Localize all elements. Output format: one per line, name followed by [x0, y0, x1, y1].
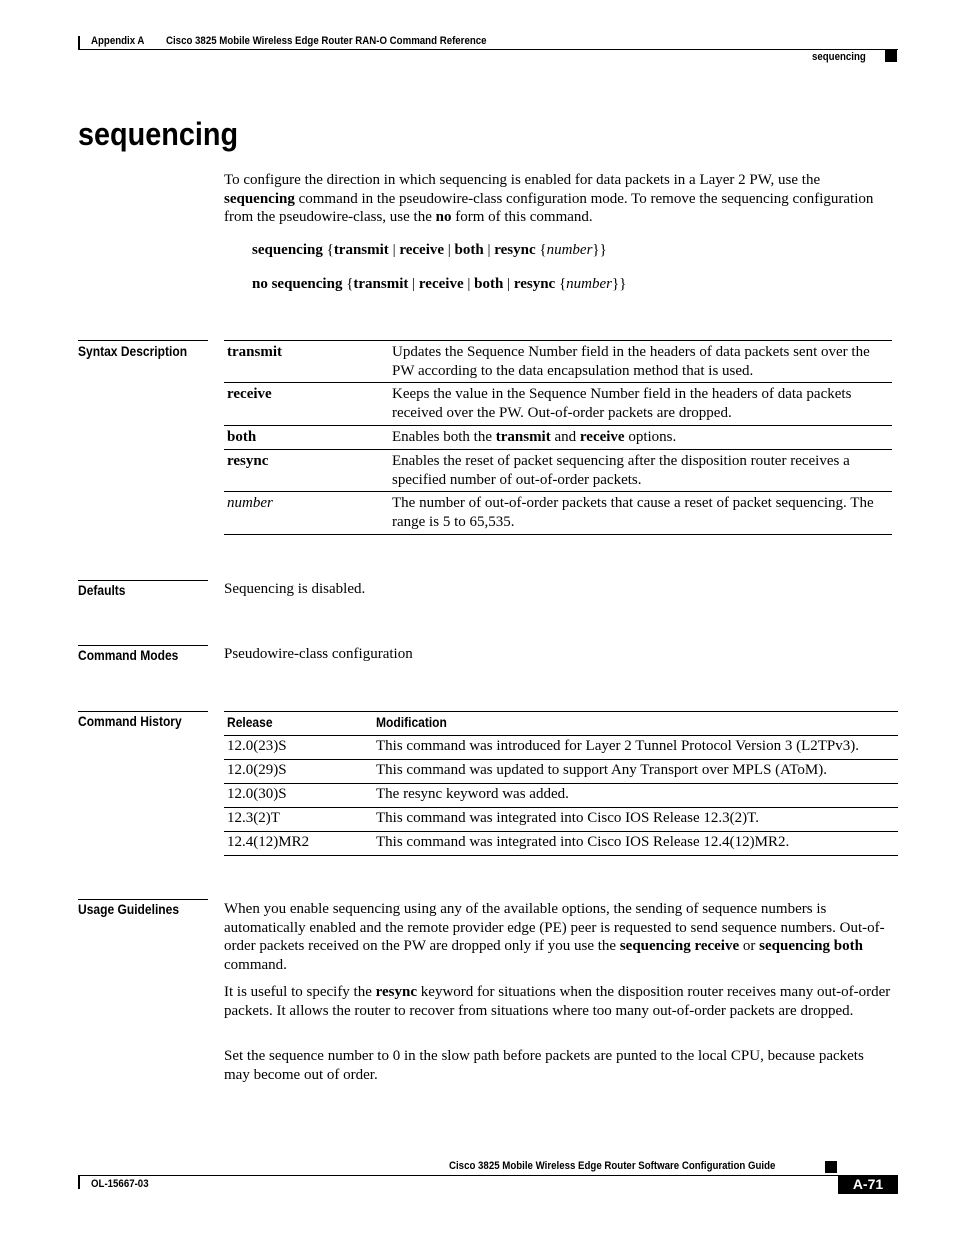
syntax-sep: |	[507, 276, 511, 292]
syntax-line-2	[252, 276, 626, 293]
footer-page-number: A-71	[838, 1175, 898, 1194]
header-section: sequencing	[812, 51, 866, 63]
syntax-desc: options.	[624, 429, 677, 445]
table-row	[224, 808, 898, 832]
syntax-brace: {	[558, 276, 567, 292]
syntax-description-table	[224, 340, 892, 535]
modification-cell: This command was updated to support Any Transport over MPLS (AToM).	[376, 762, 828, 778]
syntax-kw-transmit: transmit	[353, 276, 409, 292]
usage-keyword: sequencing receive	[619, 938, 740, 954]
command-modes-label: Command Modes	[78, 647, 179, 663]
modification-cell: This command was integrated into Cisco IOS Release 12.4(12)MR2.	[376, 834, 790, 850]
section-rule	[78, 580, 208, 581]
usage-text: command.	[224, 956, 287, 973]
header-black-block	[885, 50, 897, 62]
syntax-brace: {	[326, 242, 334, 258]
intro-keyword-sequencing: sequencing	[224, 190, 295, 207]
table-row	[224, 492, 892, 535]
syntax-desc: and	[550, 429, 580, 445]
table-row	[224, 832, 898, 856]
syntax-desc-keyword: transmit	[495, 429, 551, 445]
intro-paragraph	[224, 171, 894, 227]
usage-text: or	[739, 938, 760, 954]
syntax-term: resync	[227, 453, 269, 469]
table-row	[224, 341, 892, 383]
usage-guidelines-label: Usage Guidelines	[78, 901, 180, 917]
page-title: sequencing	[78, 116, 239, 152]
usage-paragraph-2	[224, 983, 896, 1020]
syntax-brace: {	[539, 242, 547, 258]
intro-text-2: command in the pseudowire-class configuration mode. To remove the sequencing configuration from the pseudowire-class, use the	[224, 190, 874, 225]
table-header-row	[224, 712, 898, 736]
usage-keyword: resync	[375, 984, 418, 1000]
intro-keyword-no: no	[435, 209, 452, 225]
release-cell: 12.4(12)MR2	[227, 834, 310, 850]
syntax-sep: |	[467, 276, 471, 292]
table-row	[224, 383, 892, 426]
header-left-bar	[78, 36, 80, 49]
header-title: Cisco 3825 Mobile Wireless Edge Router RAN-O Command Reference	[166, 35, 487, 47]
syntax-kw-sequencing: sequencing	[252, 242, 323, 258]
syntax-kw-transmit: transmit	[333, 242, 389, 258]
syntax-sep: |	[412, 276, 416, 292]
syntax-line-1	[252, 242, 607, 259]
table-row	[224, 426, 892, 450]
table-row	[224, 784, 898, 808]
syntax-kw-receive: receive	[418, 276, 464, 292]
syntax-kw-receive: receive	[399, 242, 445, 258]
syntax-arg-number: number	[566, 276, 612, 292]
modification-cell: The resync keyword was added.	[376, 786, 569, 802]
usage-text: When you enable sequencing using any of the available options, the sending of sequence numbers is automatically enabled and the remote provider edge (PE) peer is requested to send sequence numbers. Out-of-order packets received on the PW are dropped only if you use the	[224, 901, 885, 954]
table-row	[224, 450, 892, 492]
column-header-modification: Modification	[376, 714, 447, 730]
syntax-desc: Enables the reset of packet sequencing after the disposition router receives a specified number of out-of-order packets.	[392, 453, 850, 488]
syntax-arg-number: number	[546, 242, 593, 258]
footer-guide-title: Cisco 3825 Mobile Wireless Edge Router Software Configuration Guide	[449, 1160, 776, 1172]
table-row	[224, 760, 898, 784]
defaults-label: Defaults	[78, 582, 126, 598]
release-cell: 12.0(30)S	[227, 786, 287, 802]
syntax-kw-resync: resync	[513, 276, 556, 292]
usage-paragraph-1	[224, 900, 896, 974]
intro-text-3: form of this command.	[451, 209, 593, 225]
intro-text-1: To configure the direction in which sequencing is enabled for data packets in a Layer 2 PW, use the	[224, 172, 821, 188]
syntax-term: number	[227, 495, 273, 511]
release-cell: 12.3(2)T	[227, 810, 280, 826]
command-modes-text: Pseudowire-class configuration	[224, 646, 413, 662]
usage-keyword: sequencing both	[759, 938, 863, 954]
column-header-release: Release	[227, 714, 273, 730]
syntax-brace: {	[346, 276, 354, 292]
syntax-brace: }}	[592, 242, 607, 258]
syntax-description-label: Syntax Description	[78, 343, 188, 359]
footer-doc-number: OL-15667-03	[91, 1178, 149, 1190]
syntax-kw-resync: resync	[494, 242, 536, 258]
syntax-desc: The number of out-of-order packets that cause a reset of packet sequencing. The range is 5 to 65,535.	[392, 495, 874, 530]
syntax-desc: Enables both the	[392, 429, 496, 445]
command-history-table	[224, 711, 898, 856]
syntax-term: transmit	[227, 344, 282, 360]
syntax-desc: Updates the Sequence Number field in the headers of data packets sent over the PW according to the data encapsulation method that is used.	[392, 344, 870, 379]
syntax-brace: }}	[612, 276, 627, 292]
usage-text: keyword for situations when the disposition router receives many out-of-order packets. It allows the router to recover from situations where too many out-of-order packets are dropped.	[224, 984, 891, 1019]
syntax-kw-no-sequencing: no sequencing	[252, 276, 343, 292]
section-rule	[78, 711, 208, 712]
usage-paragraph-3: Set the sequence number to 0 in the slow path before packets are punted to the local CPU, because packets may become out of order.	[224, 1048, 864, 1083]
syntax-sep: |	[392, 242, 396, 258]
modification-cell: This command was introduced for Layer 2 Tunnel Protocol Version 3 (L2TPv3).	[376, 738, 859, 754]
header-rule	[78, 49, 898, 50]
syntax-term: receive	[227, 386, 272, 402]
header-appendix: Appendix A	[91, 35, 145, 47]
table-row	[224, 736, 898, 760]
release-cell: 12.0(29)S	[227, 762, 287, 778]
section-rule	[78, 899, 208, 900]
usage-text: It is useful to specify the	[224, 984, 376, 1000]
footer-rule	[78, 1175, 898, 1176]
syntax-term: both	[227, 429, 257, 445]
syntax-sep: |	[447, 242, 451, 258]
defaults-text: Sequencing is disabled.	[224, 581, 366, 597]
release-cell: 12.0(23)S	[227, 738, 287, 754]
syntax-sep: |	[487, 242, 491, 258]
modification-cell: This command was integrated into Cisco IOS Release 12.3(2)T.	[376, 810, 759, 826]
syntax-kw-both: both	[474, 276, 504, 292]
section-rule	[78, 340, 208, 341]
section-rule	[78, 645, 208, 646]
syntax-desc: Keeps the value in the Sequence Number field in the headers of data packets received over the PW. Out-of-order packets are dropped.	[392, 386, 852, 421]
syntax-kw-both: both	[454, 242, 484, 258]
footer-left-bar	[78, 1176, 80, 1189]
footer-black-block	[825, 1161, 837, 1173]
syntax-desc-keyword: receive	[579, 429, 625, 445]
command-history-label: Command History	[78, 713, 182, 729]
